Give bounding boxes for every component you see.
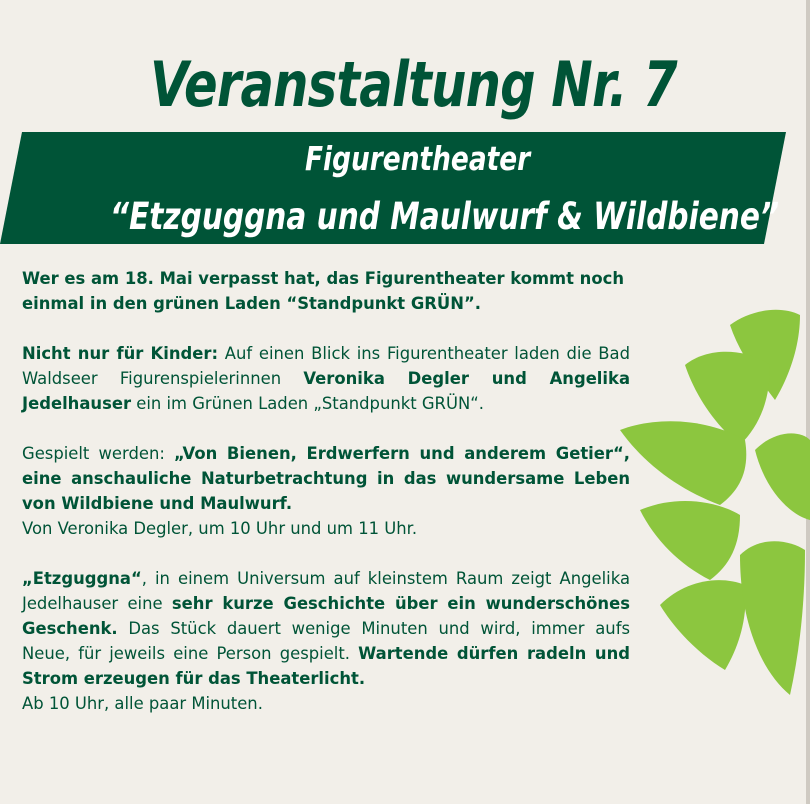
banner-show-title: “Etzguggna und Maulwurf & Wildbiene”: [110, 195, 780, 238]
etzguggna-text-1: , in einem Universum auf kleinstem Raum zeigt Angelika Jedelhauser eine: [22, 569, 630, 613]
event-description: [22, 266, 630, 716]
audience-lead: Nicht nur für Kinder:: [22, 344, 219, 363]
audience-paragraph: [22, 341, 630, 416]
etzguggna-bold-1: sehr kurze Geschichte über ein wunderschönes Geschenk.: [22, 594, 630, 638]
etzguggna-bold-2: Wartende dürfen radeln und Strom erzeugen für das Theaterlicht.: [22, 644, 630, 688]
program-paragraph: [22, 441, 630, 541]
program-schedule: Von Veronika Degler, um 10 Uhr und um 11 Uhr.: [22, 519, 418, 538]
audience-text-1: Auf einen Blick ins Figurentheater laden die Bad Waldseer Figurenspielerinnen: [22, 344, 630, 388]
banner-subtitle: Figurentheater: [305, 139, 531, 178]
sunflower-petals-graphic: [600, 300, 810, 700]
audience-text-2: ein im Grünen Laden „Standpunkt GRÜN“.: [131, 394, 484, 413]
program-title: „Von Bienen, Erdwerfern und anderem Getier“, eine anschauliche Naturbetrachtung in das wundersame Leben von Wildbiene und Maulwurf.: [22, 444, 630, 513]
page-title: Veranstaltung Nr. 7: [150, 48, 677, 121]
program-lead: Gespielt werden:: [22, 444, 175, 463]
intro-text: Wer es am 18. Mai verpasst hat, das Figurentheater kommt noch einmal in den grünen Laden “Standpunkt GRÜN”.: [22, 269, 624, 313]
performer-names: Veronika Degler und Angelika Jedelhauser: [22, 369, 631, 413]
etzguggna-text-2: Das Stück dauert wenige Minuten und wird, immer aufs Neue, für jeweils eine Person gespielt.: [22, 619, 630, 663]
etzguggna-schedule: Ab 10 Uhr, alle paar Minuten.: [22, 694, 263, 713]
intro-paragraph: [22, 266, 630, 316]
etzguggna-lead: „Etzguggna“: [22, 569, 142, 588]
etzguggna-paragraph: [22, 566, 630, 716]
